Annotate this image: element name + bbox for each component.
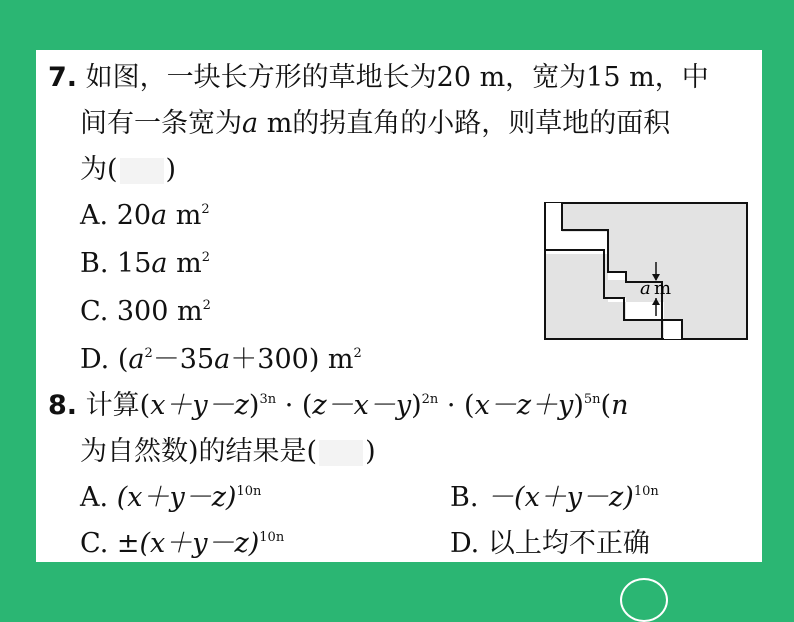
q7-option-a[interactable] <box>80 196 210 236</box>
q8-paren: ( <box>600 390 612 421</box>
option-expr: －(x＋y－z) <box>487 482 634 513</box>
option-text: 以上均不正确 <box>487 528 650 559</box>
q8-paren: ) <box>573 390 584 421</box>
q7-line-3 <box>80 150 176 190</box>
q8-exp-1: 3n <box>259 392 277 407</box>
option-label: D. <box>450 528 480 559</box>
q7-line-1 <box>48 58 709 98</box>
option-label: D. <box>80 344 110 375</box>
option-coef: 20 <box>116 200 152 231</box>
option-exp: 10n <box>236 484 262 499</box>
q8-stem-2-close: ) <box>365 436 376 467</box>
option-value: 300 m <box>116 296 203 327</box>
q8-paren: ) <box>411 390 422 421</box>
option-exp: 2 <box>201 202 210 217</box>
option-exp: 2 <box>353 346 362 361</box>
option-paren: ( <box>117 344 129 375</box>
q8-option-a[interactable] <box>80 478 261 518</box>
q8-option-b[interactable] <box>450 478 659 518</box>
q8-expr-3: x－z＋y <box>474 390 574 421</box>
option-coef: 15 <box>117 248 152 279</box>
q7-answer-blank[interactable] <box>120 158 164 184</box>
decoration-circle-icon <box>620 578 668 622</box>
q7-stem-1: 如图，一块长方形的草地长为20 m，宽为15 m，中 <box>85 62 709 93</box>
option-var: a <box>214 344 231 375</box>
option-exp: 2 <box>202 298 211 313</box>
q8-expr-1: x＋y－z <box>150 390 249 421</box>
q8-option-c[interactable] <box>80 524 284 564</box>
q7-line-2 <box>80 104 670 144</box>
option-label: C. <box>80 528 109 559</box>
option-exp: 2 <box>144 346 153 361</box>
q8-dot: · ( <box>276 390 313 421</box>
option-label: B. <box>80 248 109 279</box>
option-label: B. <box>450 482 479 513</box>
q8-number: 8. <box>48 390 78 421</box>
option-var: a <box>151 248 168 279</box>
q8-line-2 <box>80 432 376 472</box>
q8-line-1 <box>48 386 628 426</box>
option-unit: m <box>167 200 202 231</box>
q7-number: 7. <box>48 62 78 93</box>
q8-answer-blank[interactable] <box>319 440 363 466</box>
q8-var-n: n <box>611 390 629 421</box>
q8-dot: · ( <box>438 390 475 421</box>
figure-label-var: a <box>640 278 651 299</box>
option-unit: m <box>167 248 202 279</box>
q7-option-b[interactable] <box>80 244 210 284</box>
question-card <box>36 50 762 562</box>
q8-expr-2: z－x－y <box>312 390 412 421</box>
option-label: A. <box>80 200 109 231</box>
q7-var-a: a <box>242 108 259 139</box>
lawn-path-figure <box>544 202 748 340</box>
option-expr: (x＋y－z) <box>116 482 237 513</box>
option-exp: 2 <box>201 250 210 265</box>
option-expr: ±(x＋y－z) <box>116 528 260 559</box>
q8-option-d[interactable] <box>450 524 650 564</box>
q8-stem-2: 为自然数)的结果是( <box>80 436 318 467</box>
option-var: a <box>151 200 168 231</box>
q7-stem-2b: m的拐直角的小路，则草地的面积 <box>258 108 671 139</box>
q7-option-d[interactable] <box>80 340 362 380</box>
option-var: a <box>128 344 145 375</box>
q8-paren: ) <box>248 390 260 421</box>
option-exp: 10n <box>259 530 285 545</box>
option-label: C. <box>80 296 109 327</box>
q7-stem-3-close: ) <box>165 154 177 185</box>
q8-stem: 计算( <box>85 390 151 421</box>
option-label: A. <box>80 482 109 513</box>
q7-stem-3: 为( <box>80 154 118 185</box>
option-term: －35 <box>152 344 215 375</box>
q7-option-c[interactable] <box>80 292 211 332</box>
q8-exp-3: 5n <box>583 392 601 407</box>
figure-label-unit: m <box>654 278 672 299</box>
q8-exp-2: 2n <box>421 392 439 407</box>
q7-stem-2a: 间有一条宽为 <box>80 108 242 139</box>
option-exp: 10n <box>633 484 659 499</box>
option-term: ＋300) m <box>230 344 354 375</box>
